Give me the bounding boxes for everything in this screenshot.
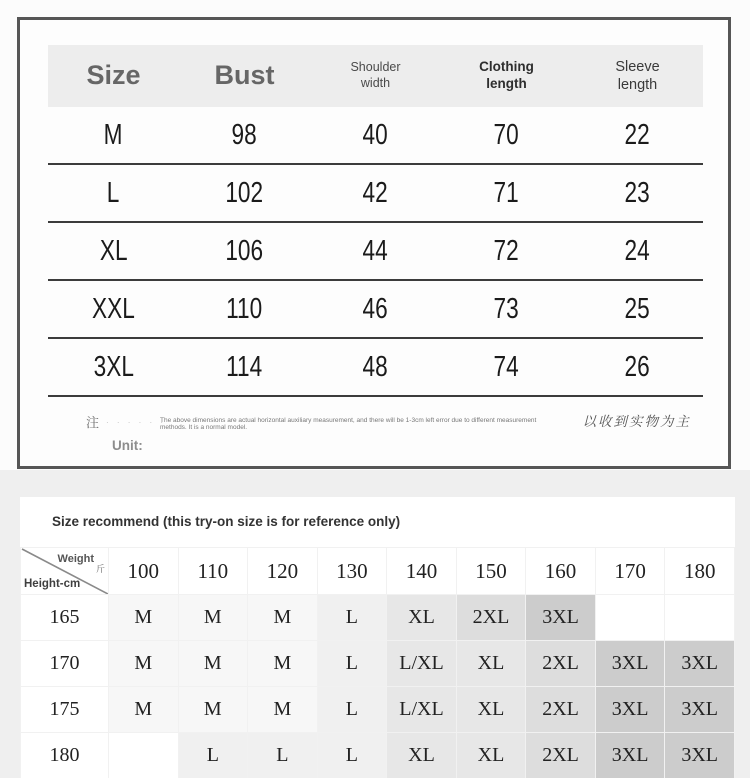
recommend-cell: M: [178, 687, 248, 733]
recommend-cell: M: [248, 595, 318, 641]
cell-clothing: 72: [493, 234, 520, 267]
weight-axis-label: Weight: [57, 553, 94, 565]
size-recommend-card: [20, 497, 735, 778]
recommend-cell: 3XL: [595, 641, 665, 687]
cell-size: 3XL: [93, 350, 134, 383]
recommend-cell: 3XL: [665, 641, 735, 687]
size-row-m: [48, 107, 703, 165]
recommend-title: Size recommend (this try-on size is for reference only): [52, 514, 401, 529]
recommend-cell: L: [317, 687, 387, 733]
weight-unit-label: 斤: [95, 564, 105, 574]
recommend-cell: XL: [387, 733, 457, 778]
recommend-cell: 3XL: [526, 595, 596, 641]
header-clothing-length: Clothing length: [479, 59, 534, 91]
recommend-cell: L: [317, 595, 387, 641]
cell-size: XL: [99, 234, 128, 267]
size-row-l: [48, 165, 703, 223]
size-table-frame: [17, 17, 731, 469]
recommend-row-165: [21, 595, 735, 641]
recommend-row-180: [21, 733, 735, 778]
cell-shoulder: 40: [362, 118, 389, 151]
size-row-xxl: [48, 281, 703, 339]
weight-header: 130: [317, 548, 387, 595]
header-sleeve-length: Sleeve length: [615, 58, 660, 93]
height-cell: 175: [21, 687, 109, 733]
recommend-cell: M: [178, 595, 248, 641]
cell-clothing: 71: [493, 176, 520, 209]
recommend-cell: 3XL: [595, 687, 665, 733]
recommend-cell: 3XL: [595, 733, 665, 778]
weight-header: 100: [109, 548, 179, 595]
cell-bust: 110: [226, 292, 263, 325]
recommend-cell: L: [248, 733, 318, 778]
cell-sleeve: 23: [624, 176, 651, 209]
header-shoulder-width: Shoulder width: [350, 60, 401, 90]
cell-clothing: 70: [493, 118, 520, 151]
size-row-xl: [48, 223, 703, 281]
recommend-row-175: [21, 687, 735, 733]
cell-bust: 102: [225, 176, 264, 209]
note-dots: · · · · · ·: [106, 418, 167, 427]
recommend-cell: 2XL: [456, 595, 526, 641]
recommend-cell: XL: [456, 733, 526, 778]
cell-clothing: 73: [493, 292, 520, 325]
header-size: Size: [86, 60, 141, 91]
cell-shoulder: 48: [362, 350, 389, 383]
recommend-cell: M: [248, 687, 318, 733]
recommend-cell: [109, 733, 179, 778]
recommend-cell: 3XL: [665, 687, 735, 733]
measurement-note: [48, 410, 703, 434]
recommend-cell: M: [109, 687, 179, 733]
size-table-header: [48, 45, 703, 107]
unit-label: Unit:: [112, 438, 143, 453]
height-axis-label: Height-cm: [24, 578, 81, 590]
height-cell: 170: [21, 641, 109, 687]
recommend-cell: L/XL: [387, 641, 457, 687]
weight-header: 120: [248, 548, 318, 595]
weight-header: 150: [456, 548, 526, 595]
size-table-body: [48, 107, 703, 397]
cell-shoulder: 44: [362, 234, 389, 267]
cell-bust: 114: [226, 350, 263, 383]
recommend-cell: XL: [456, 687, 526, 733]
cell-sleeve: 26: [624, 350, 651, 383]
recommend-cell: [595, 595, 665, 641]
weight-header: 170: [595, 548, 665, 595]
recommend-cell: M: [178, 641, 248, 687]
weight-header: 110: [178, 548, 248, 595]
recommend-row-170: [21, 641, 735, 687]
cell-bust: 98: [231, 118, 258, 151]
recommend-cell: XL: [456, 641, 526, 687]
size-row-3xl: [48, 339, 703, 397]
cell-sleeve: 24: [624, 234, 651, 267]
note-prefix: 注: [86, 415, 100, 430]
cell-clothing: 74: [493, 350, 520, 383]
note-right-text: 以收到实物为主: [582, 414, 691, 429]
cell-bust: 106: [225, 234, 264, 267]
cell-size: L: [107, 176, 120, 209]
recommend-cell: 3XL: [665, 733, 735, 778]
recommend-cell: L: [317, 641, 387, 687]
axis-corner-cell: [21, 548, 109, 595]
cell-sleeve: 22: [624, 118, 651, 151]
height-cell: 165: [21, 595, 109, 641]
note-text: The above dimensions are actual horizontal auxiliary measurement, and there will be 1-3cm left error due to different measurement methods. It is a normal model.: [160, 417, 537, 431]
recommend-cell: 2XL: [526, 641, 596, 687]
recommend-cell: XL: [387, 595, 457, 641]
cell-size: M: [104, 118, 123, 151]
weight-header: 180: [665, 548, 735, 595]
cell-sleeve: 25: [624, 292, 651, 325]
recommend-cell: [665, 595, 735, 641]
recommend-cell: L/XL: [387, 687, 457, 733]
recommend-cell: M: [109, 595, 179, 641]
cell-shoulder: 42: [362, 176, 389, 209]
header-bust: Bust: [214, 60, 275, 91]
recommend-cell: L: [178, 733, 248, 778]
recommend-cell: M: [248, 641, 318, 687]
recommend-table: [20, 547, 735, 778]
recommend-cell: 2XL: [526, 733, 596, 778]
cell-shoulder: 46: [362, 292, 389, 325]
recommend-cell: L: [317, 733, 387, 778]
height-cell: 180: [21, 733, 109, 778]
weight-header: 160: [526, 548, 596, 595]
cell-size: XXL: [92, 292, 135, 325]
weight-header: 140: [387, 548, 457, 595]
recommend-header-row: [21, 548, 735, 595]
recommend-cell: 2XL: [526, 687, 596, 733]
recommend-cell: M: [109, 641, 179, 687]
